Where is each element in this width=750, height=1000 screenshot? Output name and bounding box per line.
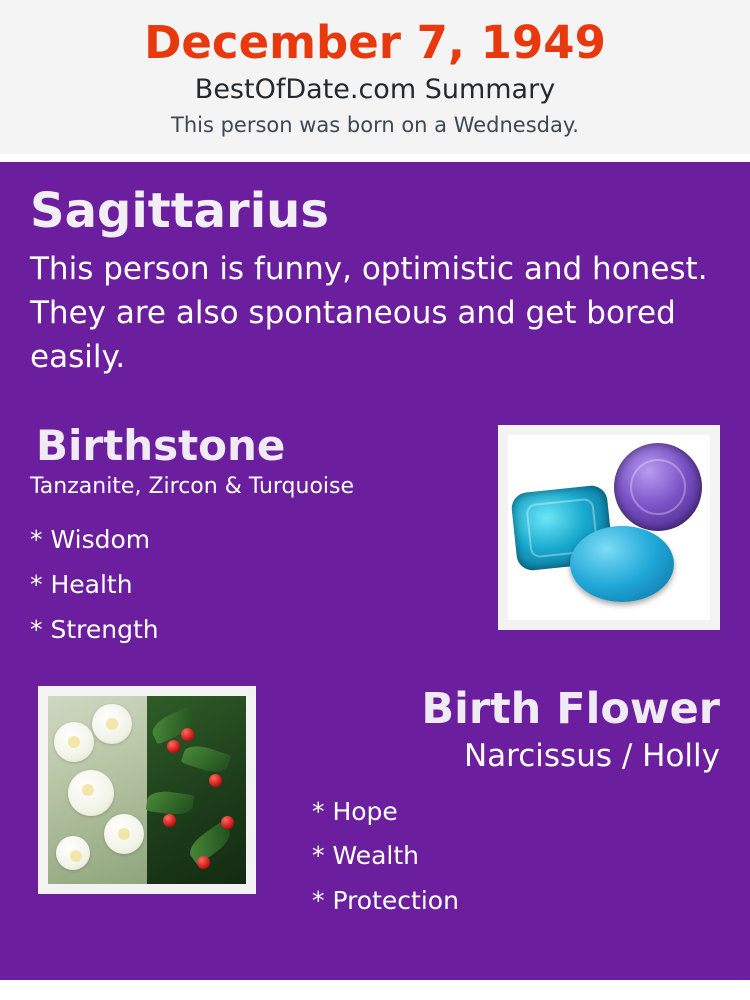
list-item: * Strength xyxy=(30,615,159,645)
narcissus-flower-icon xyxy=(56,836,90,870)
list-item: * Wealth xyxy=(312,841,419,871)
header xyxy=(0,0,750,154)
list-item: * Protection xyxy=(312,885,459,915)
birthstone-names: Tanzanite, Zircon & Turquoise xyxy=(30,473,355,499)
holly-berry-icon xyxy=(197,856,210,869)
zodiac-description: This person is funny, optimistic and honest. They are also spontaneous and get bored easily. xyxy=(30,251,708,376)
birthflower-section xyxy=(30,686,720,923)
gem-tanzanite-icon xyxy=(614,443,702,531)
page-title: December 7, 1949 xyxy=(144,16,606,69)
holly-berry-icon xyxy=(163,814,176,827)
narcissus-flower-icon xyxy=(54,722,94,762)
birthflower-image-canvas xyxy=(48,696,246,884)
holly-leaf-icon xyxy=(181,742,232,777)
list-item: * Hope xyxy=(312,796,398,826)
birthflower-title: Birth Flower xyxy=(421,684,720,735)
body xyxy=(0,162,750,980)
zodiac-sign-title: Sagittarius xyxy=(30,183,329,240)
birthstone-image-canvas xyxy=(508,435,710,620)
birth-day-text: This person was born on a Wednesday. xyxy=(171,112,579,137)
birthstone-image xyxy=(498,425,720,630)
holly-leaf-icon xyxy=(146,789,195,817)
holly-berry-icon xyxy=(181,728,194,741)
birthstone-title: Birthstone xyxy=(36,421,286,471)
birthflower-names: Narcissus / Holly xyxy=(463,737,720,774)
birthflower-image xyxy=(38,686,256,894)
header-divider xyxy=(0,154,750,162)
gem-turquoise-icon xyxy=(570,526,674,602)
narcissus-flower-icon xyxy=(68,770,114,816)
narcissus-photo-half xyxy=(48,696,147,884)
holly-berry-icon xyxy=(221,816,234,829)
birthstone-section xyxy=(30,423,720,652)
narcissus-flower-icon xyxy=(104,814,144,854)
site-name: BestOfDate.com Summary xyxy=(194,74,556,106)
birthflower-traits xyxy=(312,790,720,924)
narcissus-flower-icon xyxy=(92,704,132,744)
list-item: * Health xyxy=(30,570,133,600)
holly-berry-icon xyxy=(167,740,180,753)
list-item: * Wisdom xyxy=(30,525,151,555)
holly-photo-half xyxy=(147,696,246,884)
birthflower-text xyxy=(280,686,720,923)
holly-berry-icon xyxy=(209,774,222,787)
